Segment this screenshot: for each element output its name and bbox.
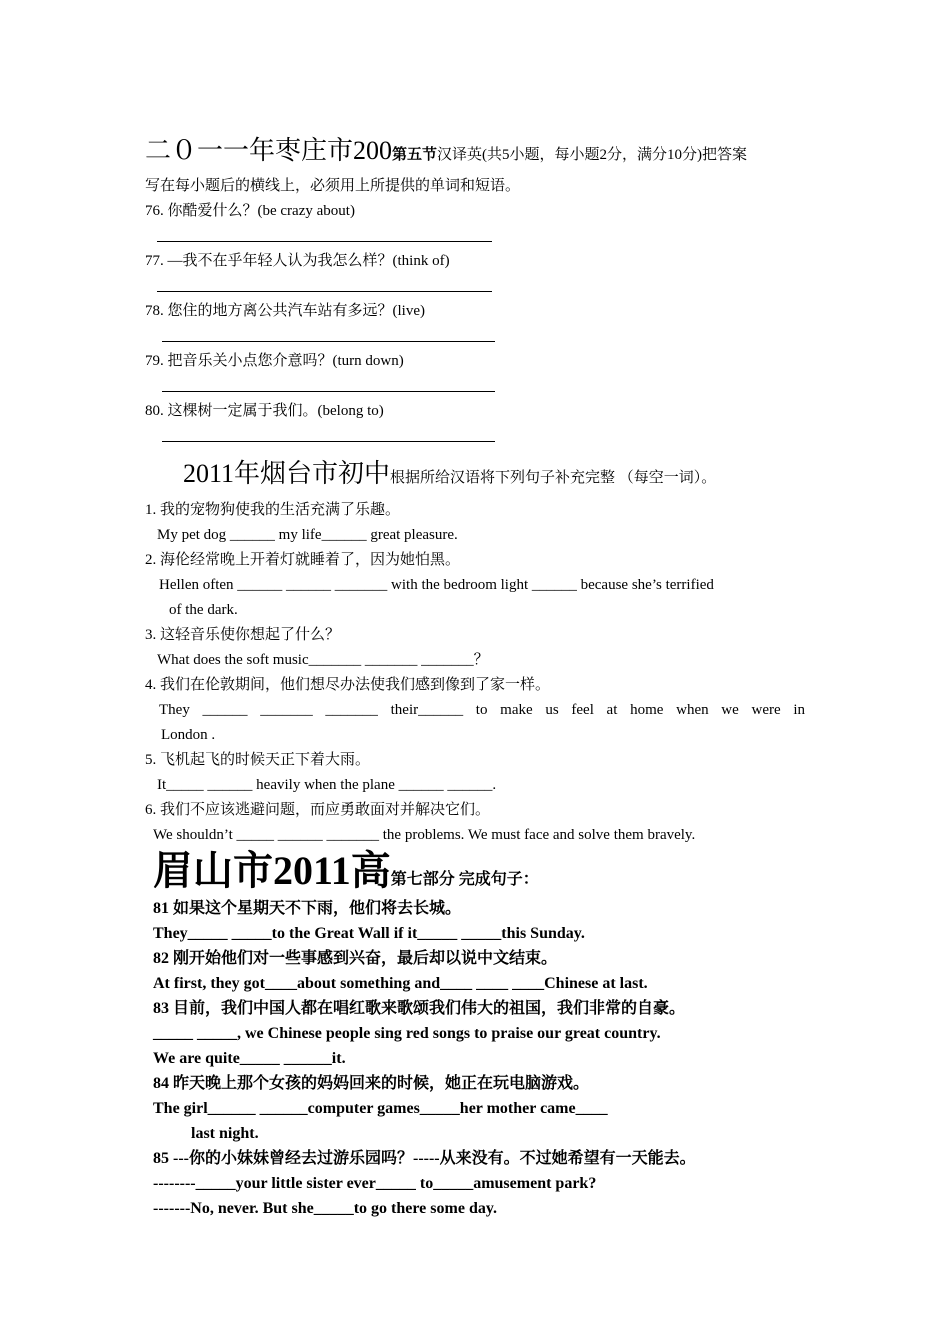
s2-q3-cn: 3. 这轻音乐使你想起了什么？ — [145, 627, 341, 643]
section1-heading — [145, 136, 747, 170]
item-76: 76. 你酷爱什么？(be crazy about) — [145, 203, 355, 219]
s3-q81-cn: 81 如果这个星期天不下雨，他们将去长城。 — [153, 900, 462, 917]
answer-line-80 — [162, 441, 495, 442]
section1-heading-title: 二０一一年枣庄市200 — [145, 136, 393, 165]
answer-line-76 — [157, 241, 492, 242]
s2-q3-en: What does the soft music_______ _______ _______？ — [157, 652, 489, 668]
section1-instruction-2: 写在每小题后的横线上，必须用上所提供的单词和短语。 — [145, 178, 521, 194]
section3-instruction: 第七部分 完成句子： — [390, 871, 539, 888]
s2-q1-en: My pet dog ______ my life______ great pleasure. — [157, 527, 458, 543]
s3-q84-en-cont: last night. — [191, 1125, 259, 1142]
s3-q83-cn: 83 目前，我们中国人都在唱红歌来歌颂我们伟大的祖国，我们非常的自豪。 — [153, 1000, 686, 1017]
item-80: 80. 这棵树一定属于我们。(belong to) — [145, 403, 384, 419]
s3-q83-en: _____ _____, we Chinese people sing red songs to praise our great country. — [153, 1025, 661, 1042]
s2-q5-cn: 5. 飞机起飞的时候天正下着大雨。 — [145, 752, 371, 768]
section2-instruction: 根据所给汉语将下列句子补充完整 （每空一词）。 — [390, 470, 717, 486]
s2-q6-cn: 6. 我们不应该逃避问题，而应勇敢面对并解决它们。 — [145, 802, 491, 818]
s2-q4-cn: 4. 我们在伦敦期间，他们想尽办法使我们感到像到了家一样。 — [145, 677, 551, 693]
answer-line-77 — [157, 291, 492, 292]
section3-heading-title: 眉山市2011高 — [153, 848, 391, 893]
s3-q82-en: At first, they got____about something and____ ____ ____Chinese at last. — [153, 975, 648, 992]
s2-q6-en: We shouldn’t _____ ______ _______ the problems. We must face and solve them bravely. — [153, 827, 696, 843]
section2-heading-title: 2011年烟台市初中 — [183, 459, 391, 488]
s3-q85-en-2: -------No, never. But she_____to go there some day. — [153, 1200, 497, 1217]
s3-q81-en: They_____ _____to the Great Wall if it_____ _____this Sunday. — [153, 925, 585, 942]
s2-q2-en-cont: of the dark. — [169, 602, 238, 618]
section2-heading — [183, 459, 716, 493]
s2-q5-en: It_____ ______ heavily when the plane ______ ______. — [157, 777, 497, 793]
s2-q4-en-cont: London . — [161, 727, 216, 743]
section3-heading — [153, 849, 539, 902]
section1-heading-part: 第五节 — [392, 147, 438, 163]
s2-q2-cn: 2. 海伦经常晚上开着灯就睡着了，因为她怕黑。 — [145, 552, 461, 568]
s3-q85-en: --------_____your little sister ever_____ to_____amusement park? — [153, 1175, 597, 1192]
item-79: 79. 把音乐关小点您介意吗？(turn down) — [145, 353, 404, 369]
s2-q4-en: They ______ _______ _______ their______ to make us feel at home when we were in — [159, 702, 805, 718]
s3-q85-cn: 85 ---你的小妹妹曾经去过游乐园吗？-----从来没有。不过她希望有一天能去。 — [153, 1150, 696, 1167]
answer-line-78 — [162, 341, 495, 342]
s3-q83-en-2: We are quite_____ ______it. — [153, 1050, 346, 1067]
s2-q1-cn: 1. 我的宠物狗使我的生活充满了乐趣。 — [145, 502, 401, 518]
s3-q84-cn: 84 昨天晚上那个女孩的妈妈回来的时候，她正在玩电脑游戏。 — [153, 1075, 590, 1092]
section1-instruction-1: 汉译英(共5小题，每小题2分，满分10分)把答案 — [437, 147, 748, 163]
s3-q82-cn: 82 刚开始他们对一些事感到兴奋，最后却以说中文结束。 — [153, 950, 558, 967]
s2-q2-en: Hellen often ______ ______ _______ with the bedroom light ______ because she’s terrified — [159, 577, 714, 593]
item-78: 78. 您住的地方离公共汽车站有多远？(live) — [145, 303, 425, 319]
s3-q84-en: The girl______ ______computer games_____her mother came____ — [153, 1100, 608, 1117]
item-77: 77. —我不在乎年轻人认为我怎么样？(think of) — [145, 253, 450, 269]
answer-line-79 — [162, 391, 495, 392]
